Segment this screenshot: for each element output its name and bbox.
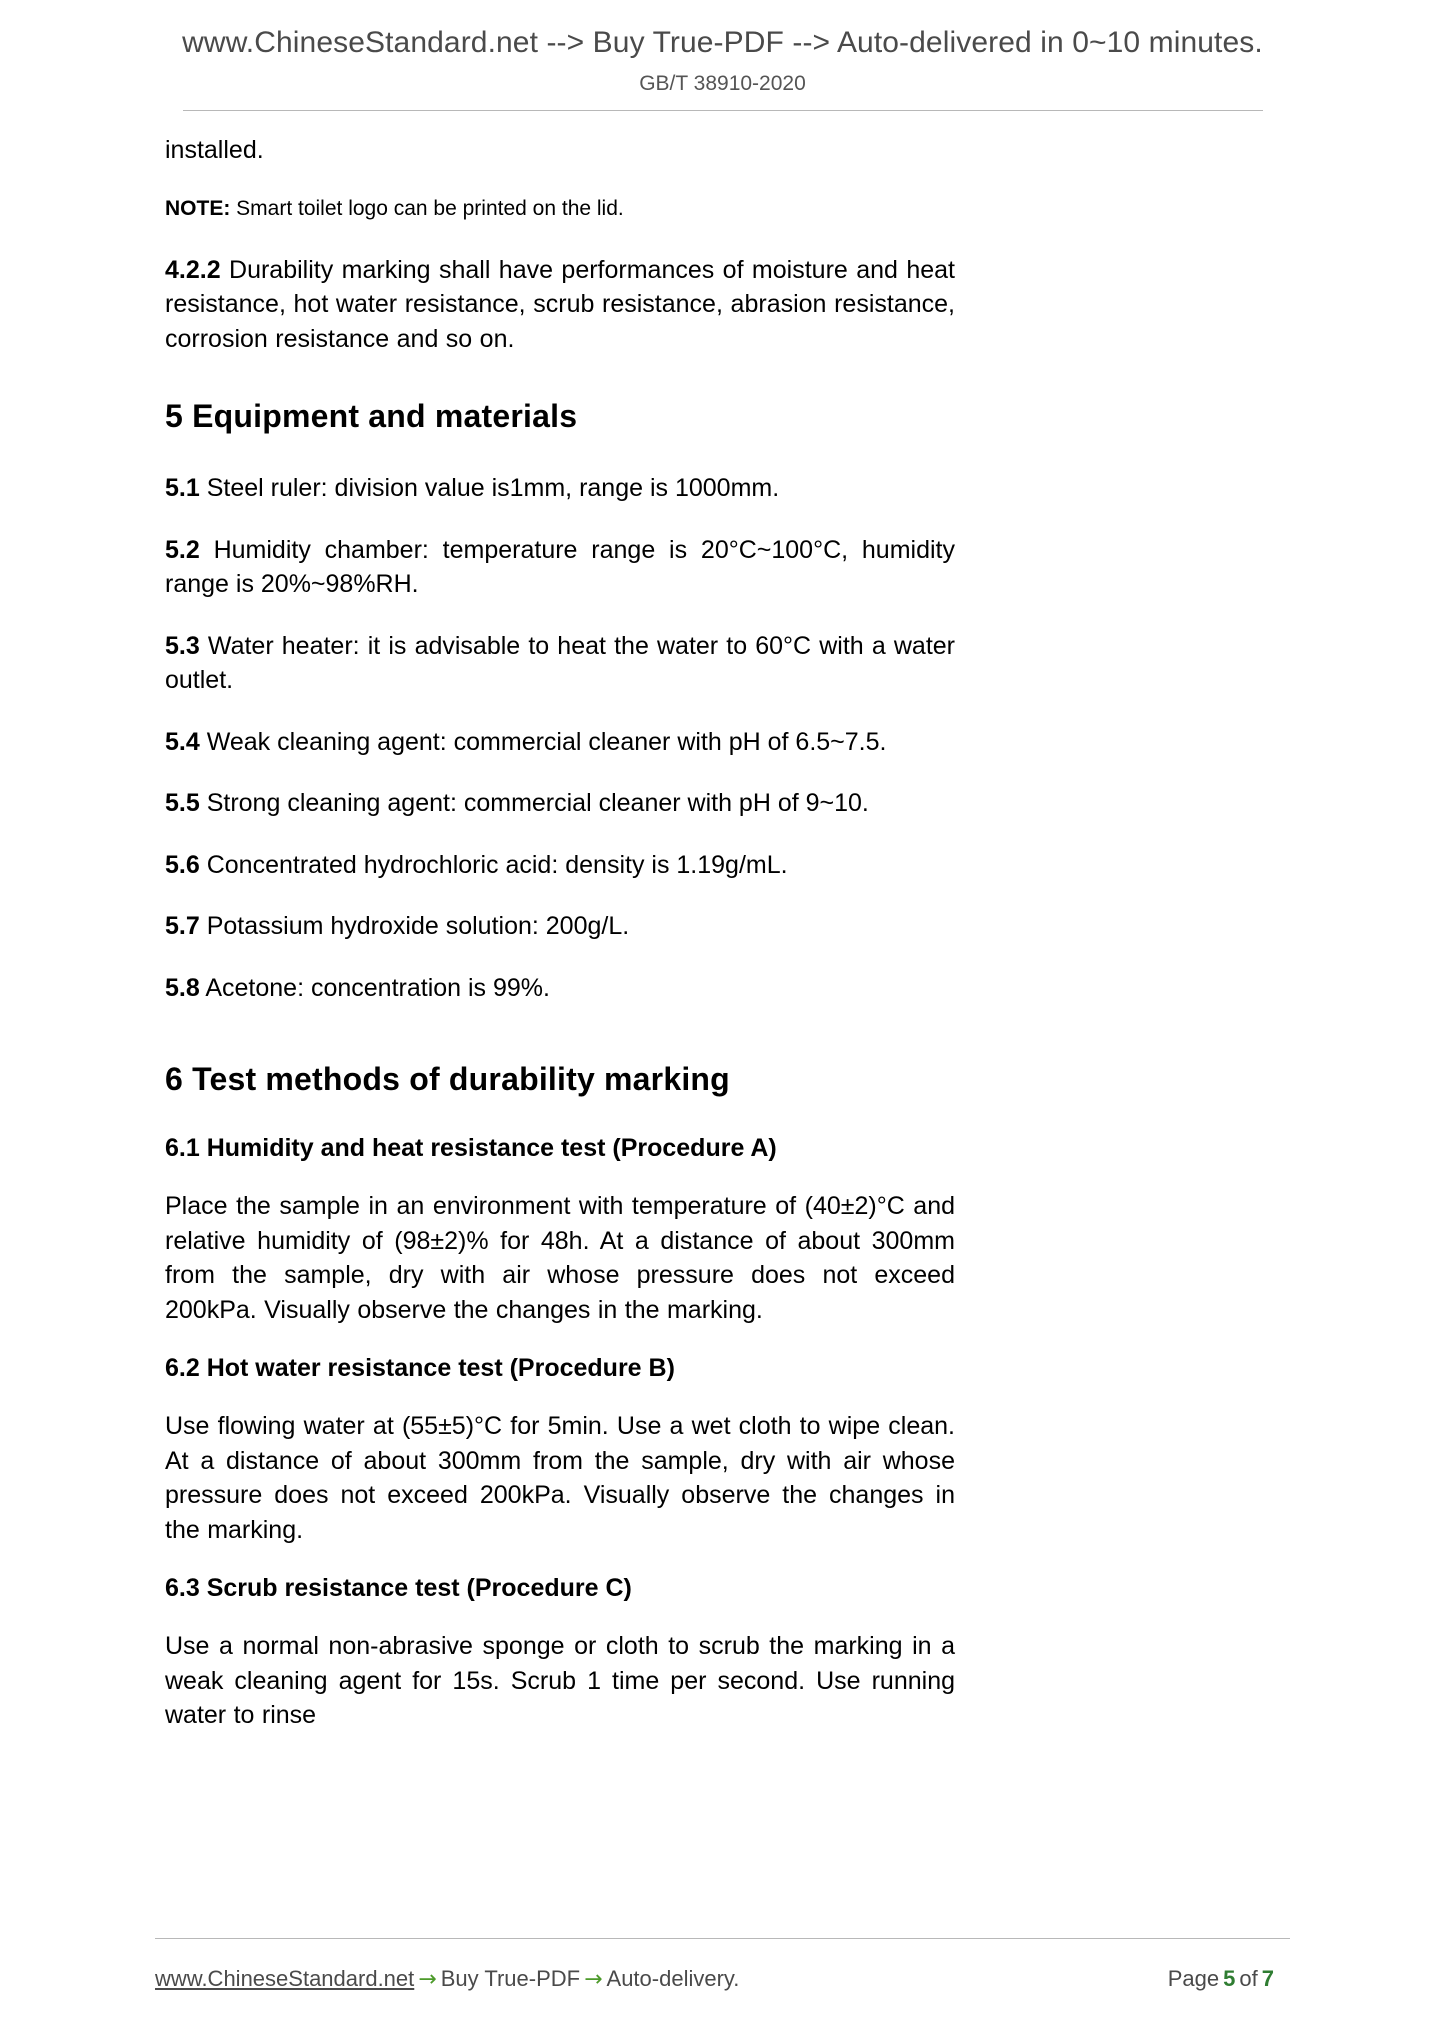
page-indicator (1168, 1966, 1290, 1992)
subsection-6-3-heading: 6.3 Scrub resistance test (Procedure C) (165, 1574, 632, 1603)
footer-site-link[interactable]: www.ChineseStandard.net (155, 1966, 415, 1991)
item-5-7 (165, 909, 955, 944)
page-total: 7 (1261, 1966, 1274, 1991)
item-number: 5.8 (165, 973, 200, 1002)
arrow-right-icon: → (418, 1967, 437, 1992)
page-of-label: of (1239, 1966, 1258, 1991)
document-content (165, 111, 955, 1733)
item-5-5 (165, 786, 955, 821)
item-5-8 (165, 971, 955, 1006)
item-text: Steel ruler: division value is1mm, range is 1000mm. (199, 474, 780, 503)
item-text: Weak cleaning agent: commercial cleaner with pH of 6.5~7.5. (199, 727, 887, 756)
item-number: 5.3 (165, 631, 200, 660)
section-6-heading: 6 Test methods of durability marking (165, 1061, 730, 1098)
item-text: Concentrated hydrochloric acid: density is 1.19g/mL. (199, 850, 788, 879)
note-text: Smart toilet logo can be printed on the lid. (230, 196, 624, 220)
footer-buy-label: Buy True-PDF (440, 1966, 581, 1991)
page-current: 5 (1223, 1966, 1236, 1991)
footer-promo (155, 1966, 739, 1992)
subsection-6-1-paragraph: Place the sample in an environment with temperature of (40±2)°C and relative humidity of (98±2)% for 48h. At a distance of about 300mm from the sample, dry with air whose pressure does not exceed 200kPa. Visually observe the changes in the marking. (165, 1192, 955, 1324)
item-number: 5.5 (165, 789, 200, 818)
subsection-6-3-paragraph: Use a normal non-abrasive sponge or cloth to scrub the marking in a weak cleaning agent for 15s. Scrub 1 time per second. Use running water to rinse (165, 1632, 955, 1730)
item-number: 5.6 (165, 850, 200, 879)
page-footer (0, 1966, 1445, 1992)
item-number: 5.2 (165, 535, 200, 564)
continued-paragraph: installed. (165, 136, 264, 164)
item-5-6 (165, 848, 955, 883)
promo-banner: www.ChineseStandard.net --> Buy True-PDF --> Auto-delivered in 0~10 minutes. (182, 26, 1263, 59)
item-text: Acetone: concentration is 99%. (199, 973, 550, 1002)
item-5-2 (165, 533, 955, 602)
item-5-4 (165, 725, 955, 760)
clause-4-2-2 (165, 253, 955, 357)
item-number: 5.7 (165, 912, 200, 941)
clause-number: 4.2.2 (165, 255, 221, 284)
footer-delivery-label: Auto-delivery. (606, 1966, 740, 1991)
arrow-right-icon: → (584, 1967, 603, 1992)
item-5-3 (165, 629, 955, 698)
item-text: Water heater: it is advisable to heat the water to 60°C with a water outlet. (165, 631, 955, 695)
standard-number: GB/T 38910-2020 (639, 72, 806, 95)
item-text: Potassium hydroxide solution: 200g/L. (199, 912, 630, 941)
page-label: Page (1167, 1966, 1220, 1991)
subsection-6-2-heading: 6.2 Hot water resistance test (Procedure B) (165, 1354, 675, 1383)
item-text: Strong cleaning agent: commercial cleaner with pH of 9~10. (199, 789, 869, 818)
note-label: NOTE: (165, 196, 231, 220)
section-5-heading: 5 Equipment and materials (165, 398, 578, 435)
subsection-6-2-paragraph: Use flowing water at (55±5)°C for 5min. Use a wet cloth to wipe clean. At a distance of about 300mm from the sample, dry with air whose pressure does not exceed 200kPa. Visually observe the changes in the marking. (165, 1412, 955, 1544)
footer-divider (155, 1938, 1290, 1939)
item-number: 5.1 (165, 474, 200, 503)
clause-text: Durability marking shall have performances of moisture and heat resistance, hot water resistance, scrub resistance, abrasion resistance, corrosion resistance and so on. (165, 255, 955, 353)
item-text: Humidity chamber: temperature range is 20°C~100°C, humidity range is 20%~98%RH. (165, 535, 955, 599)
note-paragraph (165, 195, 955, 223)
subsection-6-1-heading: 6.1 Humidity and heat resistance test (Procedure A) (165, 1134, 777, 1163)
item-5-1 (165, 471, 955, 506)
item-number: 5.4 (165, 727, 200, 756)
